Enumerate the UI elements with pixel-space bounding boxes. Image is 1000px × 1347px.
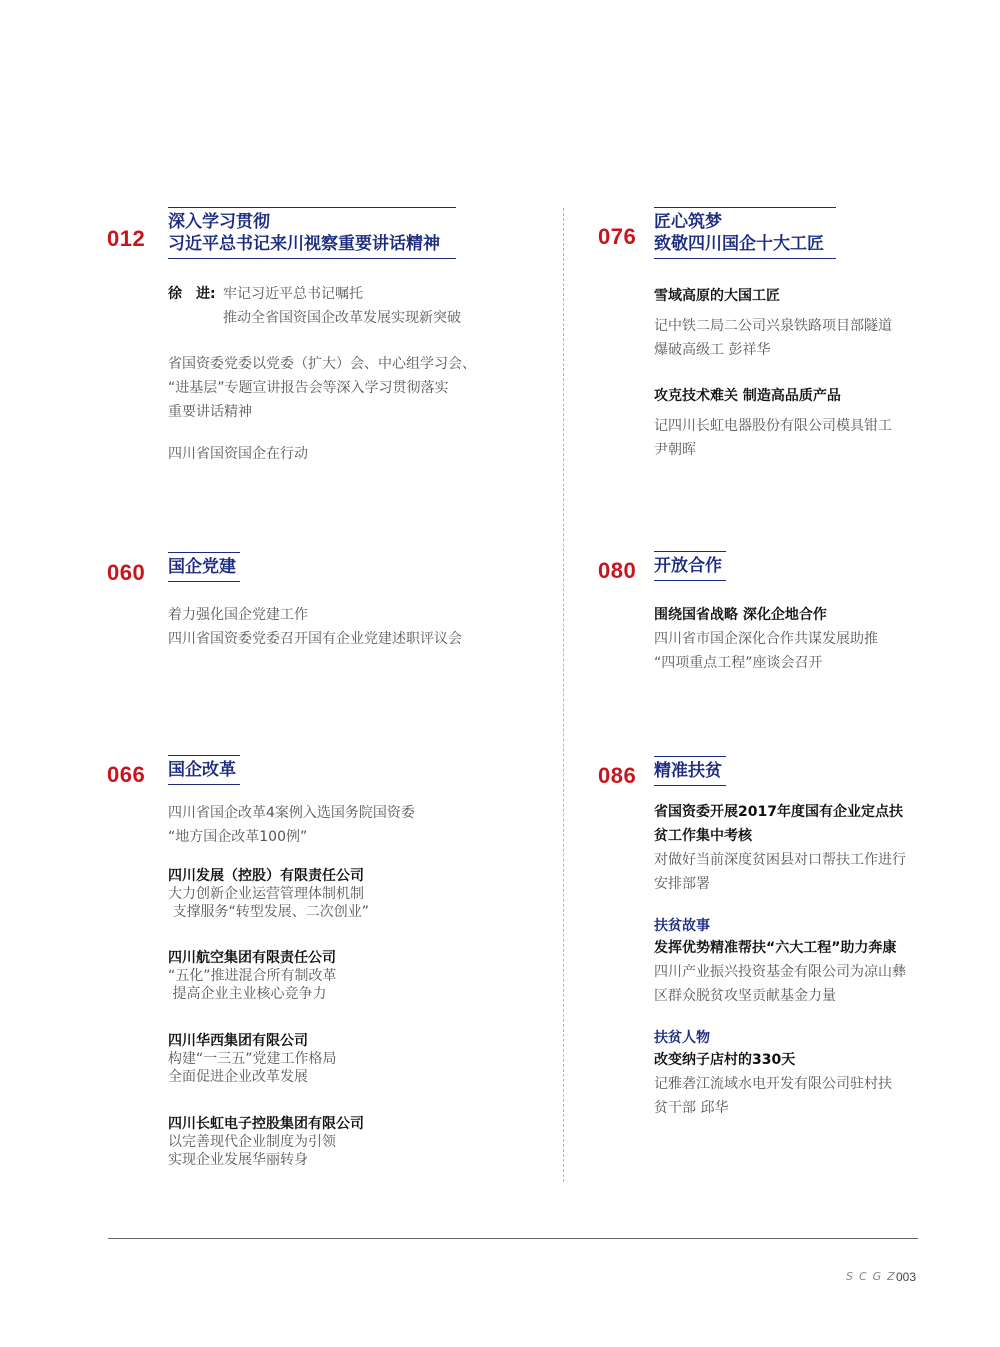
section-body-012 <box>168 282 488 466</box>
text-line: 构建“一三五”党建工作格局 <box>168 1051 337 1067</box>
author-label: 徐 进: <box>168 286 216 302</box>
title-line: 习近平总书记来川视察重要讲话精神 <box>168 234 440 254</box>
section-body-086 <box>654 800 974 1120</box>
item-title: 雪域高原的大国工匠 <box>654 288 780 304</box>
section-number-076: 076 <box>598 224 637 249</box>
item-title: 攻克技术难关 制造高品质产品 <box>654 388 841 404</box>
section-number-060: 060 <box>107 560 146 585</box>
text-line: “五化”推进混合所有制改革 <box>168 968 337 984</box>
section-title-080[interactable]: 开放合作 <box>654 551 726 581</box>
article-entry[interactable] <box>654 800 974 896</box>
text-line: 四川省市国企深化合作共谋发展助推 <box>654 631 878 647</box>
text-line: 四川产业振兴投资基金有限公司为凉山彝 <box>654 964 906 980</box>
company-entry[interactable] <box>168 867 488 921</box>
section-number-066: 066 <box>107 762 146 787</box>
section-number-086: 086 <box>598 763 637 788</box>
item-title: 发挥优势精准帮扶“六大工程”助力奔康 <box>654 940 897 956</box>
text-line: 支撑服务“转型发展、二次创业” <box>168 904 369 920</box>
column-divider <box>563 208 564 1182</box>
text-line: “地方国企改革100例” <box>168 829 308 845</box>
text-line: 全面促进企业改革发展 <box>168 1069 308 1085</box>
item-title: 围绕国省战略 深化企地合作 <box>654 607 827 623</box>
section-title-086[interactable]: 精准扶贫 <box>654 756 726 786</box>
section-number-012: 012 <box>107 226 146 251</box>
item-title: 贫工作集中考核 <box>654 828 752 844</box>
company-entry[interactable] <box>168 1032 488 1086</box>
author-entry[interactable] <box>168 282 488 330</box>
text-line: 省国资委党委以党委（扩大）会、中心组学习会、 <box>168 356 476 372</box>
company-entry[interactable] <box>168 1115 488 1169</box>
section-title-066[interactable]: 国企改革 <box>168 755 240 785</box>
page-number: 003 <box>896 1270 917 1284</box>
author-line: 牢记习近平总书记嘱托 <box>223 286 363 302</box>
title-line: 致敬四川国企十大工匠 <box>654 234 824 254</box>
text-line: “四项重点工程”座谈会召开 <box>654 655 823 671</box>
author-line: 推动全省国资国企改革发展实现新突破 <box>223 310 461 326</box>
item-title: 改变纳子店村的330天 <box>654 1052 796 1068</box>
category-tag: 扶贫人物 <box>654 1030 710 1046</box>
article-entry[interactable] <box>654 384 974 462</box>
article-entry[interactable] <box>654 603 974 675</box>
text-line: 大力创新企业运营管理体制机制 <box>168 886 364 902</box>
section-title-012[interactable] <box>168 207 456 259</box>
text-line: 对做好当前深度贫困县对口帮扶工作进行 <box>654 852 906 868</box>
text-line: 记雅砻江流域水电开发有限公司驻村扶 <box>654 1076 892 1092</box>
text-line: 爆破高级工 彭祥华 <box>654 342 771 358</box>
text-line: 提高企业主业核心竞争力 <box>168 986 327 1002</box>
text-line: 重要讲话精神 <box>168 404 252 420</box>
text-line: 记中铁二局二公司兴泉铁路项目部隧道 <box>654 318 892 334</box>
article-entry[interactable] <box>168 352 488 424</box>
item-title: 四川华西集团有限公司 <box>168 1033 308 1049</box>
text-line: 以完善现代企业制度为引领 <box>168 1134 336 1150</box>
text-line: 记四川长虹电器股份有限公司模具钳工 <box>654 418 892 434</box>
text-line: 区群众脱贫攻坚贡献基金力量 <box>654 988 836 1004</box>
company-entry[interactable] <box>168 949 488 1003</box>
section-body-060 <box>168 603 488 651</box>
item-title: 四川发展（控股）有限责任公司 <box>168 868 364 884</box>
footer-brand: SCGZ <box>846 1270 901 1283</box>
article-entry[interactable]: 四川省国资国企在行动 <box>168 446 308 462</box>
item-title: 省国资委开展2017年度国有企业定点扶 <box>654 804 903 820</box>
footer-rule <box>108 1238 918 1239</box>
category-tag: 扶贫故事 <box>654 918 710 934</box>
article-entry[interactable]: 着力强化国企党建工作 <box>168 607 308 623</box>
article-entry[interactable] <box>654 916 974 1008</box>
article-entry[interactable] <box>654 1028 974 1120</box>
text-line: 贫干部 邱华 <box>654 1100 729 1116</box>
title-line: 匠心筑梦 <box>654 212 722 232</box>
section-body-076 <box>654 284 974 462</box>
text-line: “进基层”专题宣讲报告会等深入学习贯彻落实 <box>168 380 449 396</box>
section-body-080 <box>654 603 974 675</box>
text-line: 安排部署 <box>654 876 710 892</box>
article-entry[interactable] <box>654 284 974 362</box>
section-title-060[interactable]: 国企党建 <box>168 552 240 582</box>
section-number-080: 080 <box>598 558 637 583</box>
section-title-076[interactable] <box>654 207 836 259</box>
text-line: 实现企业发展华丽转身 <box>168 1152 308 1168</box>
text-line: 四川省国企改革4案例入选国务院国资委 <box>168 805 415 821</box>
article-entry[interactable] <box>168 801 488 849</box>
item-title: 四川航空集团有限责任公司 <box>168 950 336 966</box>
section-body-066 <box>168 801 488 1169</box>
item-title: 四川长虹电子控股集团有限公司 <box>168 1116 364 1132</box>
article-entry[interactable]: 四川省国资委党委召开国有企业党建述职评议会 <box>168 631 462 647</box>
text-line: 尹朝晖 <box>654 442 696 458</box>
title-line: 深入学习贯彻 <box>168 212 270 232</box>
